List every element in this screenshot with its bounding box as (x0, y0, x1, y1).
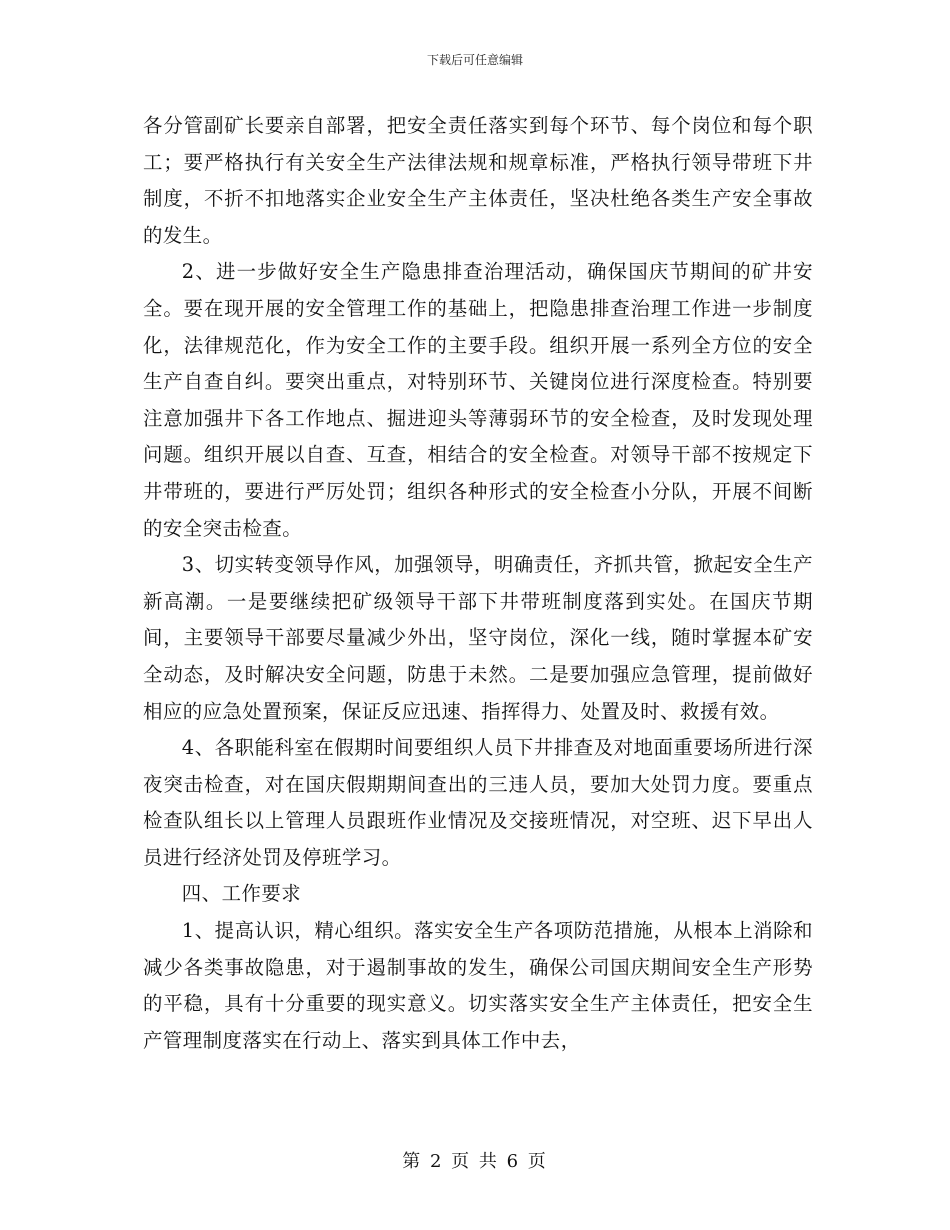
paragraph-item-3: 3、切实转变领导作风，加强领导，明确责任，齐抓共管，掀起安全生产新高潮。一是要继续把矿级领导干部下井带班制度落到实处。在国庆节期间，主要领导干部要尽量减少外出，坚守岗位，深化一线，随时掌握本矿安全动态，及时解决安全问题，防患于未然。二是要加强应急管理，提前做好相应的应急处置预案，保证反应迅速、指挥得力、处置及时、救援有效。 (143, 553, 813, 723)
header-note: 下载后可任意编辑 (426, 53, 523, 67)
document-body (143, 108, 813, 1059)
paragraph-item-2: 2、进一步做好安全生产隐患排查治理活动，确保国庆节期间的矿井安全。要在现开展的安全管理工作的基础上，把隐患排查治理工作进一步制度化，法律规范化，作为安全工作的主要手段。组织开展一系列全方位的安全生产自查自纠。要突出重点，对特别环节、关键岗位进行深度检查。特别要注意加强井下各工作地点、掘进迎头等薄弱环节的安全检查，及时发现处理问题。组织开展以自查、互查，相结合的安全检查。对领导干部不按规定下井带班的，要进行严厉处罚；组织各种形式的安全检查小分队，开展不间断的安全突击检查。 (143, 260, 813, 540)
page-header (0, 52, 950, 68)
page-footer (0, 1150, 950, 1174)
paragraph-item-4: 4、各职能科室在假期时间要组织人员下井排查及对地面重要场所进行深夜突击检查，对在国庆假期期间查出的三违人员，要加大处罚力度。要重点检查队组长以上管理人员跟班作业情况及交接班情况，对空班、迟下早出人员进行经济处罚及停班学习。 (143, 736, 813, 869)
section-heading-work-requirements: 四、工作要求 (181, 882, 302, 906)
page-number: 第 2 页 共 6 页 (402, 1151, 548, 1172)
paragraph-continuation: 各分管副矿长要亲自部署，把安全责任落实到每个环节、每个岗位和每个职工；要严格执行有关安全生产法律法规和规章标准，严格执行领导带班下井制度，不折不扣地落实企业安全生产主体责任，坚决杜绝各类生产安全事故的发生。 (143, 114, 813, 247)
paragraph-requirement-1: 1、提高认识，精心组织。落实安全生产各项防范措施，从根本上消除和减少各类事故隐患，对于遏制事故的发生，确保公司国庆期间安全生产形势的平稳，具有十分重要的现实意义。切实落实安全生产主体责任，把安全生产管理制度落实在行动上、落实到具体工作中去， (143, 919, 813, 1052)
